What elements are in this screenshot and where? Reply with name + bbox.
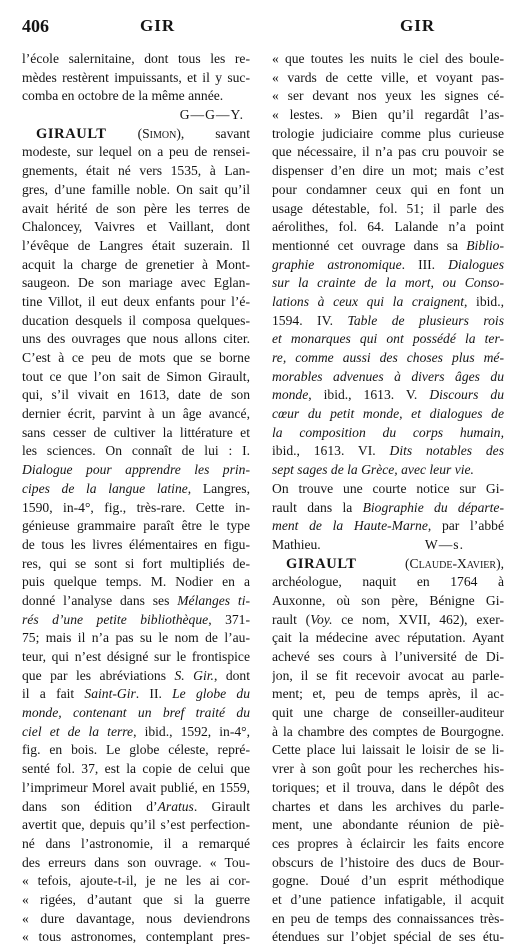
right-text-line: chartes et dans les archives du parle- bbox=[272, 798, 504, 814]
left-text-line: 75; mais il n’a pas su le nom de l’au- bbox=[22, 630, 250, 646]
left-text-line: « dure davantage, nous deviendrons bbox=[22, 910, 250, 926]
right-text-line: cœur du petit monde, et dialogues de bbox=[272, 406, 504, 422]
right-text-line: GIRAULT (Claude-Xavier), bbox=[286, 555, 504, 572]
left-text-line: modeste, sur lequel on a peu de rensei- bbox=[22, 144, 250, 160]
left-text-line: Dialogue pour apprendre les prin- bbox=[22, 462, 250, 478]
left-text-line: sans cesser de cultiver la littérature et bbox=[22, 424, 250, 440]
left-text-line: monde, contenant un bref traité du bbox=[22, 705, 250, 721]
left-text-line: rés d’une petite bibliothèque, 371- bbox=[22, 611, 250, 627]
left-text-line: donné l’analyse dans ses Mélanges ti- bbox=[22, 592, 250, 608]
left-text-line: fig. en bois. Le globe céleste, repré- bbox=[22, 742, 250, 758]
left-text-line: C’est à ce peu de mots que se borne bbox=[22, 350, 250, 365]
right-text-line: ces propres à éclaircir les faits encore bbox=[272, 835, 504, 851]
right-text-line: à la chambre des comptes de Bourgogne. bbox=[272, 723, 504, 739]
left-text-line: uns des ouvrages que nous allons citer. bbox=[22, 331, 250, 347]
left-text-line: GIRAULT (Simon), savant bbox=[36, 125, 250, 142]
right-text-line: archéologue, naquit en 1764 à bbox=[272, 574, 504, 590]
left-text-line: tout ce que l’on sait de Simon Girault, bbox=[22, 368, 250, 384]
right-text-line: obscurs de l’histoire des ducs de Bour- bbox=[272, 854, 504, 870]
left-text-line: teur, qui n’est désigné sur le frontispice bbox=[22, 649, 250, 664]
left-text-line: des erreurs dans son ouvrage. « Tou- bbox=[22, 854, 250, 870]
right-text-line: « que toutes les nuits le ciel des boule- bbox=[272, 51, 504, 66]
right-text-line: dispenser d’en dire un mot; mais c’est bbox=[272, 163, 504, 179]
right-text-line: trologie judiciaire comme plus curieuse bbox=[272, 125, 504, 141]
left-text-line: cipes de la langue latine, Langres, bbox=[22, 480, 250, 496]
right-text-line: ment, une abondante réunion de piè- bbox=[272, 817, 504, 833]
left-text-line: tine Villot, il eut deux enfants pour l’é- bbox=[22, 293, 250, 309]
left-text-line: mèdes restèrent impuissants, et il y suc- bbox=[22, 69, 250, 85]
right-text-line: quit une charge de conseiller-auditeur bbox=[272, 705, 504, 721]
right-text-line: gogne. Doué d’un esprit méthodique bbox=[272, 873, 504, 889]
right-text-line: que nécessaire, il n’a pas cru pouvoir se bbox=[272, 144, 504, 160]
left-text-line: ciel et de la terre, ibid., 1592, in-4°, bbox=[22, 723, 250, 739]
left-text-line: dernier écrit, parvint à un âge avancé, bbox=[22, 406, 250, 422]
left-text-line: l’imprimeur Morel avait publié, en 1559, bbox=[22, 779, 250, 795]
left-text-line: 1590, in-4°, fig., très-rare. Cette in- bbox=[22, 499, 250, 515]
left-text-line: puis quelque temps. M. Nodier en a bbox=[22, 574, 250, 590]
left-text-line: gnements, était né vers 1535, à Lan- bbox=[22, 163, 250, 179]
right-text-line: On trouve une courte notice sur Gi- bbox=[272, 480, 504, 496]
left-text-line: « tefois, ajoute-t-il, je ne les ai cor- bbox=[22, 873, 250, 889]
left-text-line: qui, s’il vivait en 1613, date de son bbox=[22, 387, 250, 403]
right-text-line: çait la médecine avec réputation. Ayant bbox=[272, 630, 504, 646]
right-text-line: « vards de cette ville, et voyant pas- bbox=[272, 69, 504, 85]
left-text-line: avait hérité de son père les terres de bbox=[22, 200, 250, 216]
right-text-line: pour condamner ceux qui en font un bbox=[272, 181, 504, 197]
left-text-line: né dans l’astronomie, il a remarqué bbox=[22, 835, 250, 851]
right-text-line: re, comme aussi des choses plus mé- bbox=[272, 350, 504, 365]
left-text-line: G—G—Y. bbox=[179, 107, 244, 123]
right-text-line: achevé ses cours à l’université de Di- bbox=[272, 649, 504, 664]
left-text-line: comba en octobre de la même année. bbox=[22, 88, 224, 104]
right-text-line: rault (Voy. ce nom, XVII, 462), exer- bbox=[272, 611, 504, 627]
right-text-line: graphie astronomique. III. Dialogues bbox=[272, 256, 504, 272]
right-text-line: aérolithes, fol. 64. Lalande n’a point bbox=[272, 219, 504, 235]
right-text-line: étendues sur l’objet spécial de ses étu- bbox=[272, 929, 504, 945]
right-text-line: et monarques qui ont possédé la ter- bbox=[272, 331, 504, 347]
right-text-line: et d’une patience infatigable, il acquit bbox=[272, 891, 504, 907]
right-text-line: morables advenues à divers âges du bbox=[272, 368, 504, 384]
right-column bbox=[272, 50, 504, 947]
left-text-line: « tous astronomes, contemplant pres- bbox=[22, 929, 250, 945]
right-text-line: Cette place lui laissait le loisir de se li- bbox=[272, 742, 504, 758]
right-text-line: toriques; et il trouva, dans le dépôt des bbox=[272, 779, 504, 795]
left-text-line: l’évêque de Langres était suzerain. Il bbox=[22, 237, 250, 253]
right-text-line: ibid., 1613. VI. Dits notables des bbox=[272, 443, 504, 459]
right-text-line: la composition du corps humain, bbox=[272, 424, 504, 440]
right-text-line: sept sages de la Grèce, avec leur vie. bbox=[272, 462, 474, 478]
right-text-line: Auxonne, où son père, Bénigne Gi- bbox=[272, 592, 504, 608]
left-text-line: Chalonceу, Vaivres et Vaillant, dont bbox=[22, 219, 250, 235]
right-text-line: « lestes. » Bien qu’il regardât l’as- bbox=[272, 107, 504, 123]
left-text-line: ducation desquels il composa quelques- bbox=[22, 312, 250, 328]
right-text-line: rault dans la Biographie du départe- bbox=[272, 499, 504, 515]
right-text-line: en peu de temps des connaissances très- bbox=[272, 910, 504, 926]
right-text-line: mentionné cet ouvrage dans sa Biblio- bbox=[272, 237, 504, 253]
right-text-line: ment; et, peu de temps après, il ac- bbox=[272, 686, 504, 702]
left-text-line: les sciences. On connaît de lui : I. bbox=[22, 443, 250, 459]
left-text-line: génieuse grammaire paraît être le type bbox=[22, 518, 250, 534]
right-text-line: vrer à son goût pour les recherches his- bbox=[272, 761, 504, 777]
left-text-line: gres, d’une famille noble. On sait qu’il bbox=[22, 181, 250, 197]
left-text-line: avertit que, depuis qu’il s’est perfection- bbox=[22, 817, 250, 833]
left-text-line: de tous les livres élémentaires en figu- bbox=[22, 536, 250, 552]
left-text-line: acquit la charge de grenetier à Mont- bbox=[22, 256, 250, 272]
left-column bbox=[22, 50, 250, 947]
right-text-line: « ser devant nos yeux les signes cé- bbox=[272, 88, 504, 104]
right-text-line: Mathieu. W—s. bbox=[272, 536, 464, 552]
left-text-line: l’école salernitaine, dont tous les re- bbox=[22, 51, 250, 66]
running-header bbox=[22, 16, 502, 38]
right-text-line: ment de la Haute-Marne, par l’abbé bbox=[272, 518, 504, 534]
right-text-line: monde, ibid., 1613. V. Discours du bbox=[272, 387, 504, 403]
running-head-right: GIR bbox=[400, 16, 436, 35]
page-number: 406 bbox=[22, 16, 49, 36]
right-text-line: lations à ceux qui la craignent, ibid., bbox=[272, 293, 504, 309]
left-text-line: senté fol. 37, est la copie de celui que bbox=[22, 761, 250, 777]
right-text-line: jon, il se fit recevoir avocat au parle- bbox=[272, 667, 504, 683]
left-text-line: saugeon. De son mariage avec Eglan- bbox=[22, 275, 250, 291]
running-head-left: GIR bbox=[140, 16, 176, 35]
right-text-line: sur la crainte de la mort, ou Conso- bbox=[272, 275, 504, 291]
left-text-line: il a fait Saint-Gir. II. Le globe du bbox=[22, 686, 250, 702]
left-text-line: « rigées, d’autant que si la guerre bbox=[22, 891, 250, 907]
left-text-line: que par les abréviations S. Gir., dont bbox=[22, 667, 250, 683]
left-text-line: dans son édition d’Aratus. Girault bbox=[22, 798, 250, 814]
right-text-line: 1594. IV. Table de plusieurs rois bbox=[272, 312, 504, 328]
left-text-line: res, qui se sont si fort multipliés de- bbox=[22, 555, 250, 571]
right-text-line: usage détestable, fol. 51; il parle des bbox=[272, 200, 504, 216]
